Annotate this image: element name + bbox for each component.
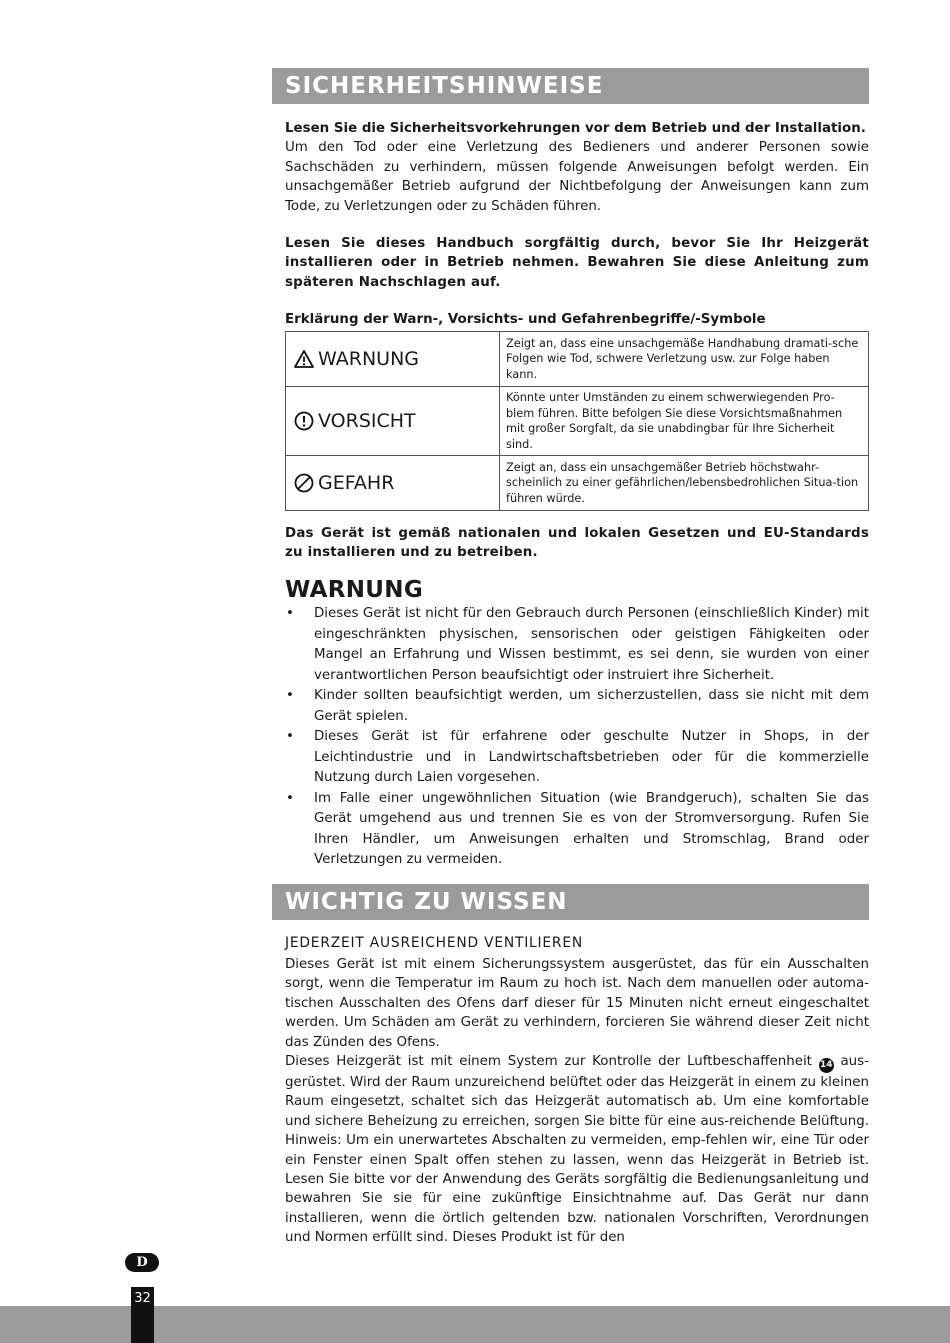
paragraph-air-quality-start: Dieses Heizgerät ist mit einem System zur Kontrolle der Luftbeschaffenheit: [285, 1054, 812, 1070]
table-row: [286, 456, 869, 511]
list-item: • Dieses Gerät ist nicht für den Gebrauch durch Personen (einschließlich Kinder) mit eingeschränkten physischen, sensorischen oder geistigen Fähigkeiten oder Mangel an Erfahrung und Wissen bestimmt, es sei denn, sie wurden von einer verantwortlichen Person beaufsichtigt oder instruiert ihre Sicherheit.: [285, 604, 869, 686]
term-description: Zeigt an, dass ein unsachgemäßer Betrieb höchstwahr-scheinlich zu einer gefährlichen/lebensbedrohlichen Situa-tion führen würde.: [500, 456, 869, 511]
paragraph-air-quality-end: aus-gerüstet. Wird der Raum unzureichend belüftet oder das Heizgerät in einem zu kleinen Raum eingesetzt, schaltet sich das Heizgerät automatisch ab. Um eine komfortable und sichere Beheizung zu erreichen, sorgen Sie bitte für eine aus-reichende Belüftung. Hinweis: Um ein unerwartetes Abschalten zu vermeiden, emp-fehlen wir, eine Tür oder ein Fenster einen Spalt offen stehen zu lassen, wenn das Heizgerät in Betrieb ist. Lesen Sie bitte vor der Anwendung des Geräts sorgfältig die Bedienungsanleitung und bewahren Sie sie für eine zukünftige Einsichtnahme auf. Das Gerät nur dann installieren, wenn die örtlich geltenden bzw. nationalen Vorschriften, Verordnungen und Normen erfüllt sind. Dieses Produkt ist für den: [285, 1054, 869, 1246]
warning-heading: WARNUNG: [285, 577, 423, 603]
law-note: Das Gerät ist gemäß nationalen und lokalen Gesetzen und EU-Standards zu installieren und zu betreiben.: [285, 526, 869, 561]
term-label-gefahr: GEFAHR: [318, 471, 395, 494]
intro-block: [285, 119, 869, 216]
paragraph-shutdown: Dieses Gerät ist mit einem Sicherungssystem ausgerüstet, das für ein Ausschalten sorgt, wenn die Temperatur im Raum zu hoch ist. Nach dem manuellen oder automa-tischen Ausschalten des Ofens darf dieser für 15 Minuten nicht erneut eingeschaltet werden. Um Schäden am Gerät zu verhindern, forcieren Sie während dieser Zeit nicht das Zünden des Ofens.: [285, 957, 869, 1050]
term-cell: [286, 387, 500, 456]
table-row: [286, 332, 869, 387]
table-caption: Erklärung der Warn-, Vorsichts- und Gefahrenbegriffe/-Symbole: [285, 312, 766, 327]
warning-list: [285, 604, 869, 871]
term-label-vorsicht: VORSICHT: [318, 409, 416, 432]
term-description: Zeigt an, dass eine unsachgemäße Handhabung dramati-sche Folgen wie Tod, schwere Verletzung usw. zur Folge haben kann.: [500, 332, 869, 387]
intro-text: Um den Tod oder eine Verletzung des Bedieners und anderer Personen sowie Sachschäden zu verhindern, müssen folgende Anweisungen befolgt werden. Ein unsachgemäßer Betrieb aufgrund der Nichtbefolgung der Anweisungen kann zum Tode, zu Verletzungen oder zu Schäden führen.: [285, 140, 869, 214]
term-cell: [286, 456, 500, 511]
list-item: • Dieses Gerät ist für erfahrene oder geschulte Nutzer in Shops, in der Leichtindustrie und in Landwirtschaftsbetrieben oder für die kommerzielle Nutzung durch Laien vorgesehen.: [285, 727, 869, 789]
prohibited-icon: [293, 472, 315, 494]
exclamation-circle-icon: [293, 410, 315, 432]
term-cell: [286, 332, 500, 387]
list-item: • Im Falle einer ungewöhnlichen Situation (wie Brandgeruch), schalten Sie das Gerät umgehend aus und trennen Sie es von der Stromversorgung. Rufen Sie Ihren Händler, um Anweisungen erhalten und Stromschlag, Brand oder Verletzungen zu vermeiden.: [285, 789, 869, 871]
term-label-warnung: WARNUNG: [318, 347, 420, 370]
warning-triangle-icon: [293, 348, 315, 370]
paragraph-air-quality: [285, 1052, 869, 1248]
ventilation-text: [285, 955, 869, 1248]
reference-number-badge: 14: [819, 1058, 834, 1073]
hazard-terms-table: [285, 331, 869, 511]
list-item: • Kinder sollten beaufsichtigt werden, um sicherzustellen, dass sie nicht mit dem Gerät spielen.: [285, 686, 869, 727]
intro-bold: Lesen Sie die Sicherheitsvorkehrungen vor dem Betrieb und der Installation.: [285, 121, 866, 136]
read-manual-note: Lesen Sie dieses Handbuch sorgfältig durch, bevor Sie Ihr Heizgerät installieren oder in Betrieb nehmen. Bewahren Sie diese Anleitung zum späteren Nachschlagen auf.: [285, 236, 869, 290]
section-title-safety: SICHERHEITSHINWEISE: [272, 68, 869, 104]
ventilation-subheading: JEDERZEIT AUSREICHEND VENTILIEREN: [285, 935, 583, 951]
table-row: [286, 387, 869, 456]
section-title-important: WICHTIG ZU WISSEN: [272, 884, 869, 920]
page-number: 32: [134, 1291, 151, 1306]
language-badge: D: [125, 1253, 159, 1272]
term-description: Könnte unter Umständen zu einem schwerwiegenden Pro-blem führen. Bitte befolgen Sie diese Vorsichtsmaßnahmen mit großer Sorgfalt, da sie unabdingbar für Ihre Sicherheit sind.: [500, 387, 869, 456]
